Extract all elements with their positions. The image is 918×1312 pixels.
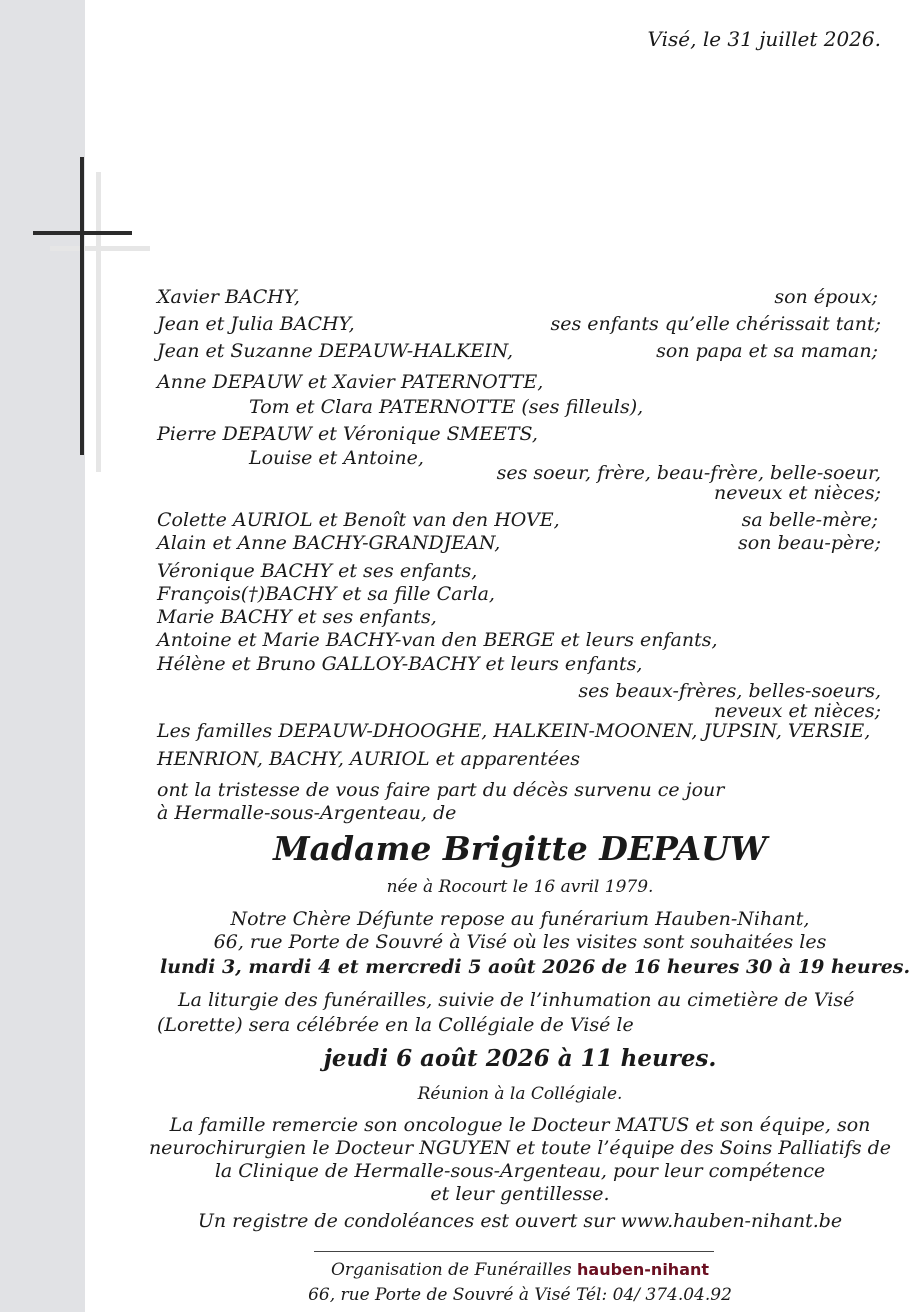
- rest-line: Notre Chère Défunte repose au funérarium Hauben-Nihant,: [230, 908, 810, 930]
- visit-hours: lundi 3, mardi 4 et mercredi 5 août 2026 de 16 heures 30 à 19 heures.: [160, 956, 911, 978]
- family-name: Jean et Julia BACHY,: [157, 313, 355, 335]
- inlaw-relation: son beau-père;: [738, 532, 881, 554]
- footer-org: [140, 1260, 900, 1280]
- announce-line: ont la tristesse de vous faire part du décès survenu ce jour: [157, 779, 725, 801]
- brand-logo: hauben-nihant: [577, 1260, 710, 1279]
- deceased-name: Madame Brigitte DEPAUW: [273, 829, 767, 868]
- sibling-line: Anne DEPAUW et Xavier PATERNOTTE,: [157, 371, 544, 393]
- relative-line: Antoine et Marie BACHY-van den BERGE et leurs enfants,: [157, 629, 718, 651]
- relative-line: François(†)BACHY et sa fille Carla,: [157, 583, 495, 605]
- families-line: Les familles DEPAUW-DHOOGHE, HALKEIN-MOONEN, JUPSIN, VERSIE,: [157, 720, 871, 742]
- sibling-line: Tom et Clara PATERNOTTE (ses filleuls),: [249, 396, 644, 418]
- sibling-line: Pierre DEPAUW et Véronique SMEETS,: [157, 423, 538, 445]
- relative-relation: neveux et nièces;: [714, 700, 881, 722]
- family-name: Xavier BACHY,: [157, 286, 300, 308]
- sibling-relation: neveux et nièces;: [714, 482, 881, 504]
- thanks-line: et leur gentillesse.: [430, 1183, 610, 1205]
- notice-date: Visé, le 31 juillet 2026.: [647, 27, 881, 51]
- ceremony-date: jeudi 6 août 2026 à 11 heures.: [323, 1045, 717, 1072]
- meeting-place: Réunion à la Collégiale.: [417, 1084, 623, 1104]
- thanks-line: La famille remercie son oncologue le Docteur MATUS et son équipe, son: [169, 1114, 871, 1136]
- family-relation: son époux;: [774, 286, 878, 308]
- relative-relation: ses beaux-frères, belles-soeurs,: [578, 680, 881, 702]
- registry-line: Un registre de condoléances est ouvert sur www.hauben-nihant.be: [197, 1210, 843, 1232]
- relative-line: Marie BACHY et ses enfants,: [157, 606, 437, 628]
- family-relation: ses enfants qu’elle chérissait tant;: [550, 313, 881, 335]
- family-relation: son papa et sa maman;: [656, 340, 878, 362]
- thanks-line: neurochirurgien le Docteur NGUYEN et toute l’équipe des Soins Palliatifs de: [148, 1137, 892, 1159]
- relative-line: Hélène et Bruno GALLOY-BACHY et leurs enfants,: [157, 653, 643, 675]
- inlaw-relation: sa belle-mère;: [741, 509, 878, 531]
- footer-address: 66, rue Porte de Souvré à Visé Tél: 04/ 374.04.92: [308, 1285, 732, 1305]
- families-line: HENRION, BACHY, AURIOL et apparentées: [157, 748, 581, 770]
- family-name: Jean et Suzanne DEPAUW-HALKEIN,: [157, 340, 514, 362]
- liturgy-line: La liturgie des funérailles, suivie de l’inhumation au cimetière de Visé: [178, 989, 855, 1011]
- side-band: [0, 0, 85, 1312]
- sibling-relation: ses soeur, frère, beau-frère, belle-soeur,: [496, 462, 881, 484]
- inlaw-name: Colette AURIOL et Benoît van den HOVE,: [157, 509, 560, 531]
- liturgy-line: (Lorette) sera célébrée en la Collégiale de Visé le: [157, 1014, 634, 1036]
- footer-divider: [314, 1251, 714, 1252]
- relative-line: Véronique BACHY et ses enfants,: [157, 560, 478, 582]
- rest-line: 66, rue Porte de Souvré à Visé où les visites sont souhaitées les: [213, 931, 827, 953]
- sibling-line: Louise et Antoine,: [249, 447, 424, 469]
- footer-org-label: Organisation de Funérailles: [330, 1260, 572, 1280]
- inlaw-name: Alain et Anne BACHY-GRANDJEAN,: [157, 532, 501, 554]
- announce-line: à Hermalle-sous-Argenteau, de: [157, 802, 457, 824]
- birth-info: née à Rocourt le 16 avril 1979.: [386, 877, 654, 897]
- thanks-line: la Clinique de Hermalle-sous-Argenteau, pour leur compétence: [214, 1160, 826, 1182]
